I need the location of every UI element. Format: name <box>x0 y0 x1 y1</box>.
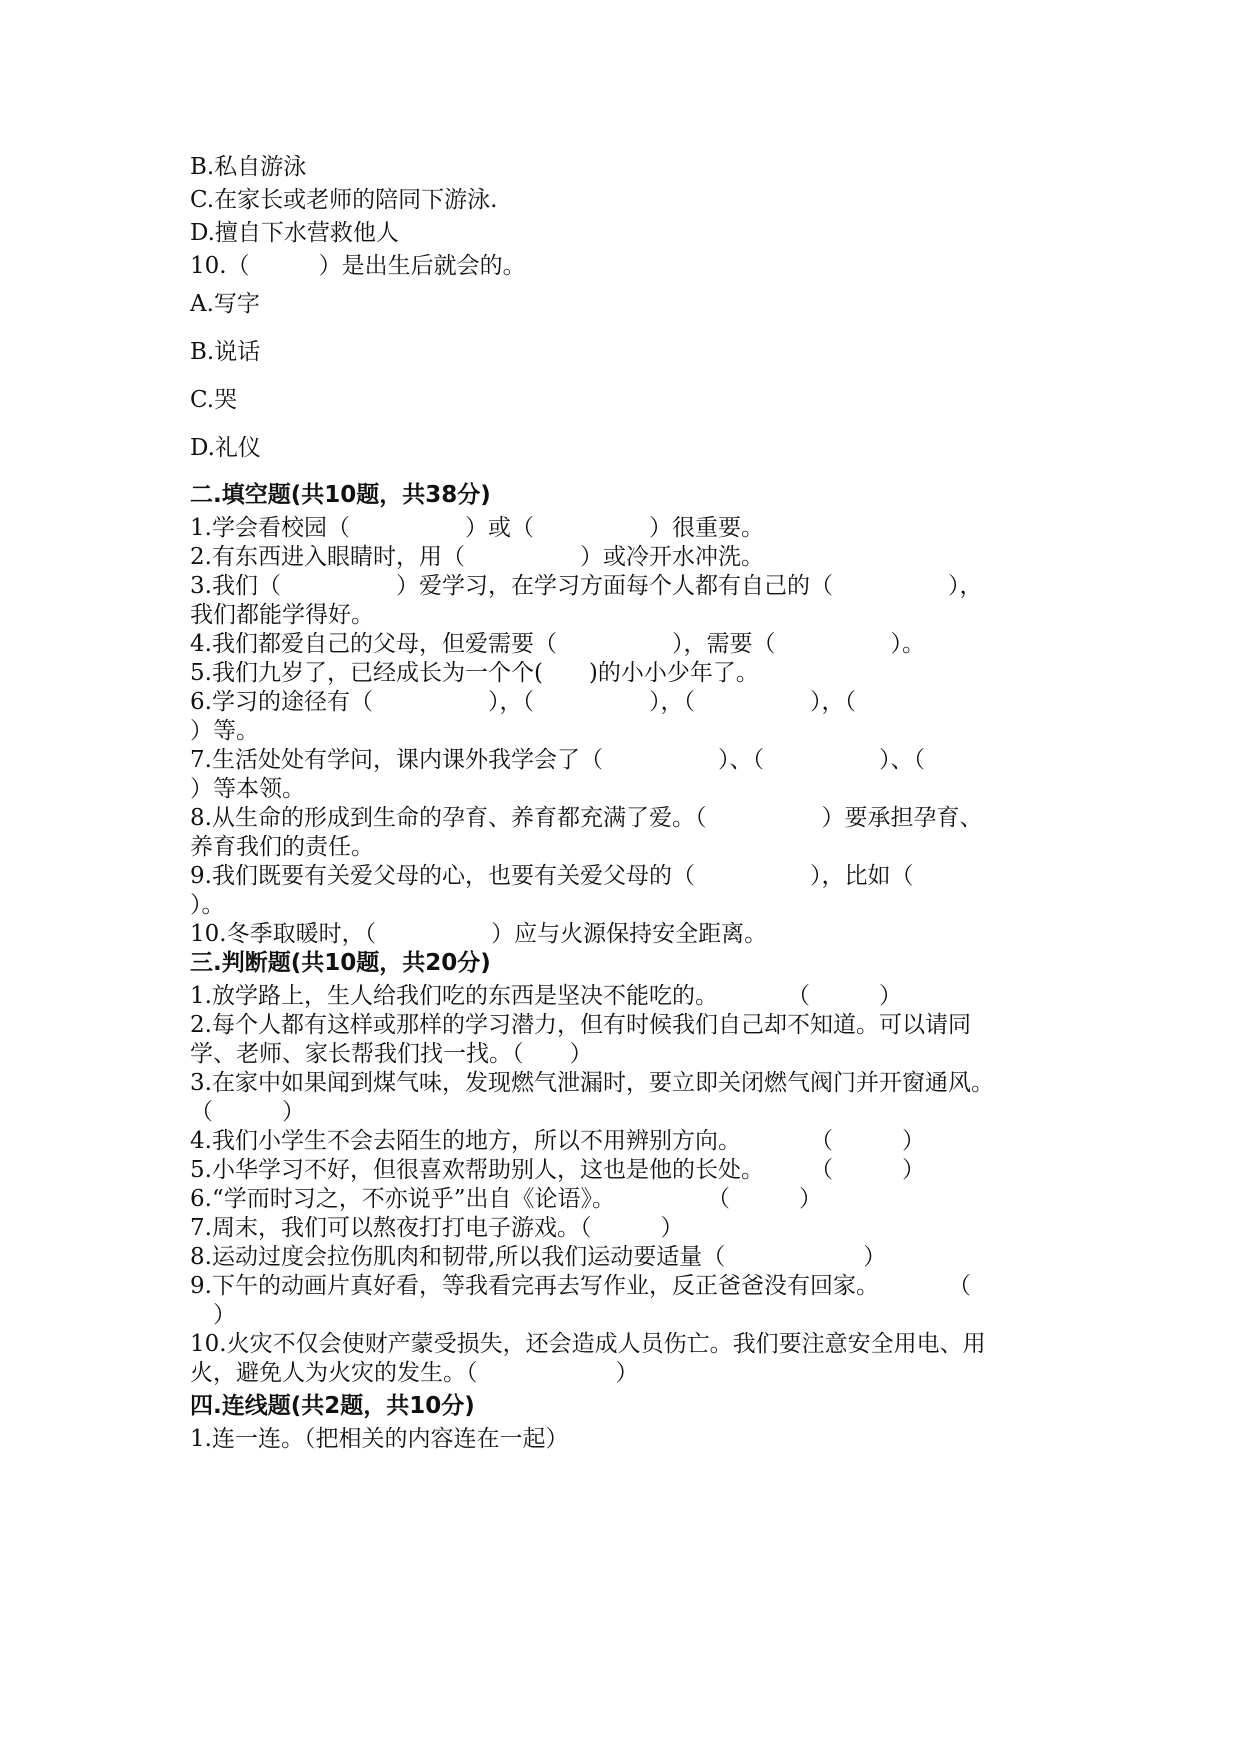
fill-blank-line: 4.我们都爱自己的父母，但爱需要（ ），需要（ ）。 <box>190 631 925 657</box>
true-false-line: 8.运动过度会拉伤肌肉和韧带,所以我们运动要适量（ ） <box>190 1244 887 1270</box>
q9-option-b: B.私自游泳 <box>190 154 307 180</box>
q10-option-a: A.写字 <box>190 291 260 317</box>
true-false-line: 6.“学而时习之，不亦说乎”出自《论语》。 （ ） <box>190 1186 822 1212</box>
fill-blank-line: 我们都能学得好。 <box>190 602 374 628</box>
true-false-line: 9.下午的动画片真好看，等我看完再去写作业，反正爸爸没有回家。 （ <box>190 1273 971 1299</box>
q10-stem: 10.（ ）是出生后就会的。 <box>190 253 526 279</box>
q9-option-d: D.擅自下水营救他人 <box>190 220 399 246</box>
matching-line: 1.连一连。（把相关的内容连在一起） <box>190 1426 569 1452</box>
q10-option-b: B.说话 <box>190 339 261 365</box>
fill-blank-line: 2.有东西进入眼睛时，用（ ）或冷开水冲洗。 <box>190 544 764 570</box>
true-false-line: 5.小华学习不好，但很喜欢帮助别人，这也是他的长处。 （ ） <box>190 1157 925 1183</box>
section-heading-matching: 四.连线题(共2题，共10分) <box>190 1393 475 1419</box>
true-false-line: 4.我们小学生不会去陌生的地方，所以不用辨别方向。 （ ） <box>190 1128 925 1154</box>
q10-option-c: C.哭 <box>190 387 238 413</box>
fill-blank-line: 8.从生命的形成到生命的孕育、养育都充满了爱。（ ）要承担孕育、 <box>190 805 983 831</box>
true-false-line: （ ） <box>190 1099 305 1125</box>
fill-blank-line: ）等本领。 <box>190 776 305 802</box>
fill-blank-line: 5.我们九岁了，已经成长为一个个( )的小小少年了。 <box>190 660 759 686</box>
true-false-line: 3.在家中如果闻到煤气味，发现燃气泄漏时，要立即关闭燃气阀门并开窗通风。 <box>190 1070 994 1096</box>
fill-blank-line: 6.学习的途径有（ ），（ ），（ ），（ <box>190 689 856 715</box>
true-false-line: 10.火灾不仅会使财产蒙受损失，还会造成人员伤亡。我们要注意安全用电、用 <box>190 1331 986 1357</box>
fill-blank-line: 养育我们的责任。 <box>190 834 374 860</box>
fill-blank-line: 7.生活处处有学问，课内课外我学会了（ ）、（ ）、（ <box>190 747 925 773</box>
true-false-line: 学、老师、家长帮我们找一找。（ ） <box>190 1041 593 1067</box>
fill-blank-line: 1.学会看校园（ ）或（ ）很重要。 <box>190 515 764 541</box>
fill-blank-line: 3.我们（ ）爱学习，在学习方面每个人都有自己的（ ）， <box>190 573 983 599</box>
true-false-line: 1.放学路上，生人给我们吃的东西是坚决不能吃的。 （ ） <box>190 983 902 1009</box>
true-false-line: 火，避免人为火灾的发生。（ ） <box>190 1360 639 1386</box>
true-false-line: 7.周末，我们可以熬夜打打电子游戏。（ ） <box>190 1215 684 1241</box>
section-heading-true-false: 三.判断题(共10题，共20分) <box>190 950 491 976</box>
fill-blank-line: ）。 <box>190 892 225 918</box>
fill-blank-line: 10.冬季取暖时，（ ）应与火源保持安全距离。 <box>190 921 768 947</box>
fill-blank-line: ）等。 <box>190 718 259 744</box>
section-heading-fill-blank: 二.填空题(共10题，共38分) <box>190 482 491 508</box>
true-false-line: ） <box>190 1302 236 1328</box>
fill-blank-line: 9.我们既要有关爱父母的心，也要有关爱父母的（ ），比如（ <box>190 863 914 889</box>
q10-option-d: D.礼仪 <box>190 435 261 461</box>
true-false-line: 2.每个人都有这样或那样的学习潜力，但有时候我们自己却不知道。可以请同 <box>190 1012 971 1038</box>
q9-option-c: C.在家长或老师的陪同下游泳. <box>190 187 498 213</box>
